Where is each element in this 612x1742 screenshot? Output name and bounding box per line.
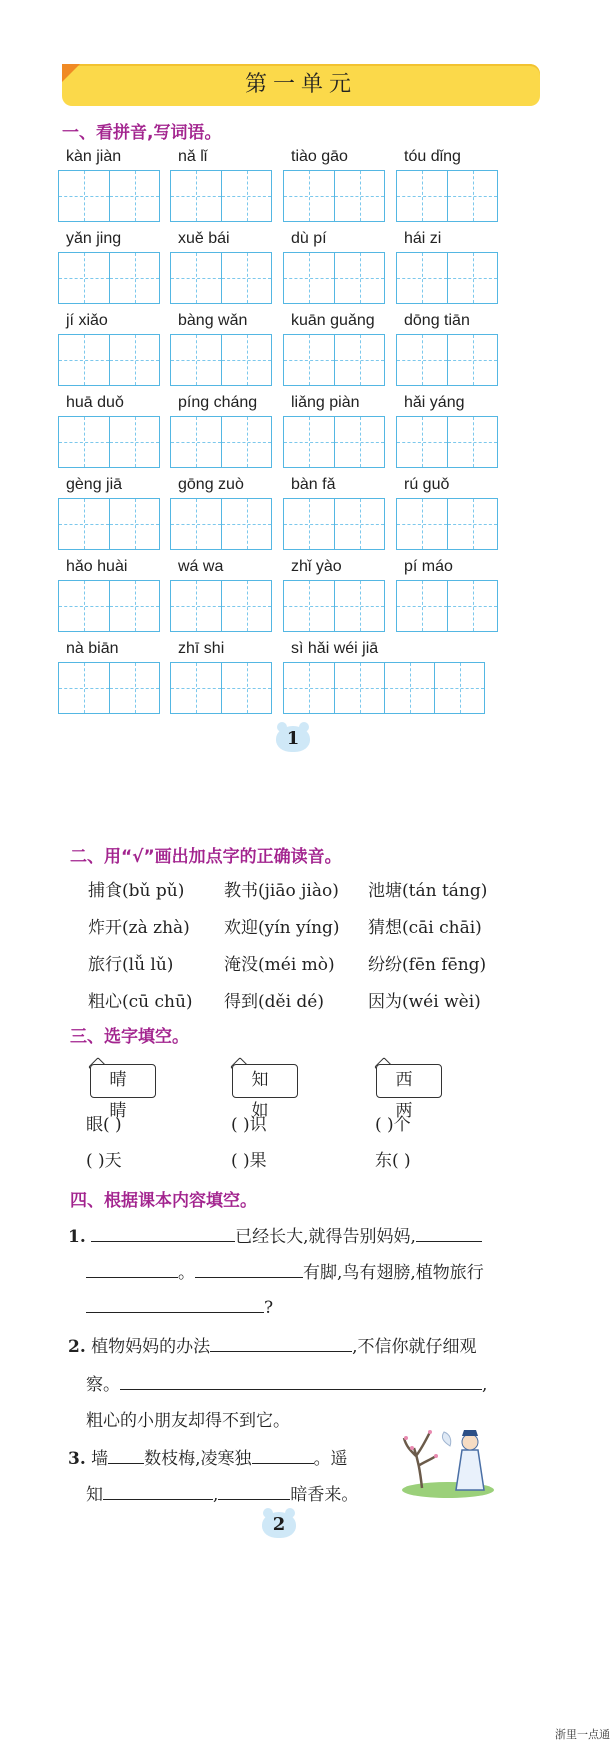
writing-grid[interactable]	[396, 334, 498, 386]
q1-text-c: 有脚,鸟有翅膀,植物旅行	[303, 1263, 484, 1283]
page-number-2: 2	[262, 1512, 296, 1538]
writing-grid[interactable]	[283, 170, 385, 222]
writing-grid[interactable]	[170, 416, 272, 468]
q2-blank-2[interactable]	[120, 1371, 482, 1390]
pinyin-label: xuě bái	[178, 230, 230, 247]
writing-cell[interactable]	[171, 499, 221, 549]
q2-text-a: 植物妈妈的办法	[91, 1337, 211, 1357]
q3-text-b: 数枝梅,凌寒独	[144, 1449, 252, 1469]
writing-grid[interactable]	[58, 662, 160, 714]
writing-cell[interactable]	[447, 335, 497, 385]
pinyin-label: bàn fǎ	[291, 476, 336, 493]
pinyin-label: dù pí	[291, 230, 327, 247]
reading-choice-item[interactable]: 池塘(tán táng)	[368, 881, 488, 901]
writing-cell[interactable]	[397, 499, 447, 549]
q3-blank-3[interactable]	[103, 1481, 213, 1500]
pinyin-label: dōng tiān	[404, 312, 470, 329]
char-card-2: 知 如	[232, 1064, 298, 1098]
writing-grid[interactable]	[58, 416, 160, 468]
poet-hat	[462, 1430, 478, 1436]
writing-cell[interactable]	[109, 335, 159, 385]
writing-cell[interactable]	[447, 253, 497, 303]
writing-grid[interactable]	[396, 170, 498, 222]
writing-grid[interactable]	[396, 252, 498, 304]
writing-grid[interactable]	[58, 580, 160, 632]
q3-text-e: ,	[213, 1485, 219, 1505]
reading-choice-item[interactable]: 猜想(cāi chāi)	[368, 918, 482, 938]
writing-cell[interactable]	[334, 417, 384, 467]
blank-1-1[interactable]: 眼( )	[86, 1115, 122, 1135]
writing-cell[interactable]	[284, 253, 334, 303]
writing-grid[interactable]	[58, 170, 160, 222]
pinyin-label: jí xiǎo	[66, 312, 108, 329]
pinyin-label: rú guǒ	[404, 476, 450, 493]
writing-grid[interactable]	[58, 334, 160, 386]
writing-cell[interactable]	[447, 499, 497, 549]
writing-cell[interactable]	[434, 663, 484, 713]
writing-cell[interactable]	[284, 581, 334, 631]
section3-title: 三、选字填空。	[70, 1027, 189, 1047]
question-1-line-1	[68, 1222, 482, 1247]
writing-cell[interactable]	[59, 581, 109, 631]
writing-cell[interactable]	[447, 171, 497, 221]
pinyin-label: gōng zuò	[178, 476, 244, 493]
q2-text-c: 察。	[86, 1375, 120, 1395]
writing-cell[interactable]	[221, 171, 271, 221]
writing-grid[interactable]	[58, 498, 160, 550]
pinyin-label: píng cháng	[178, 394, 258, 411]
blank-2-1[interactable]: ( )天	[86, 1151, 122, 1171]
writing-cell[interactable]	[171, 417, 221, 467]
writing-cell[interactable]	[221, 253, 271, 303]
writing-grid[interactable]	[170, 334, 272, 386]
writing-cell[interactable]	[447, 417, 497, 467]
q3-blank-1[interactable]	[108, 1445, 144, 1464]
reading-choice-item[interactable]: 欢迎(yín yíng)	[224, 918, 340, 938]
question-1-number: 1.	[68, 1227, 86, 1247]
section4-title: 四、根据课本内容填空。	[70, 1191, 257, 1211]
q1-text-b: 。	[178, 1263, 195, 1283]
writing-cell[interactable]	[109, 171, 159, 221]
writing-cell[interactable]	[447, 581, 497, 631]
pinyin-label: yǎn jing	[66, 230, 122, 247]
char-card-3: 西 两	[376, 1064, 442, 1098]
q1-blank-4[interactable]	[195, 1259, 303, 1278]
writing-cell[interactable]	[334, 253, 384, 303]
pinyin-label: kàn jiàn	[66, 148, 122, 165]
poet-head	[462, 1434, 478, 1450]
poet-plum-illustration	[400, 1420, 496, 1498]
writing-cell[interactable]	[59, 253, 109, 303]
writing-cell[interactable]	[334, 663, 384, 713]
q2-blank-1[interactable]	[210, 1333, 352, 1352]
reading-choice-item[interactable]: 炸开(zà zhà)	[88, 918, 190, 938]
writing-grid[interactable]	[283, 662, 485, 714]
q1-text-a: 已经长大,就得告别妈妈,	[235, 1227, 416, 1247]
section1-title: 一、看拼音,写词语。	[62, 123, 222, 143]
reading-choice-item[interactable]: 得到(děi dé)	[224, 992, 324, 1012]
writing-cell[interactable]	[397, 581, 447, 631]
q1-blank-2[interactable]	[416, 1223, 482, 1242]
pinyin-label: tóu dǐng	[404, 148, 461, 165]
writing-cell[interactable]	[171, 663, 221, 713]
writing-grid[interactable]	[283, 580, 385, 632]
q3-text-c: 。遥	[313, 1449, 348, 1469]
writing-cell[interactable]	[397, 171, 447, 221]
question-1-line-3	[86, 1294, 273, 1318]
question-3-number: 3.	[68, 1449, 86, 1469]
pinyin-label: bàng wǎn	[178, 312, 248, 329]
question-2-number: 2.	[68, 1337, 86, 1357]
pinyin-label: kuān guǎng	[291, 312, 375, 329]
char-card-1: 晴 睛	[90, 1064, 156, 1098]
writing-cell[interactable]	[171, 335, 221, 385]
question-3-line-2	[86, 1480, 358, 1505]
writing-cell[interactable]	[284, 335, 334, 385]
q1-blank-1[interactable]	[91, 1223, 235, 1242]
writing-cell[interactable]	[284, 499, 334, 549]
writing-cell[interactable]	[397, 253, 447, 303]
reading-choice-item[interactable]: 教书(jiāo jiào)	[224, 881, 339, 901]
writing-cell[interactable]	[59, 335, 109, 385]
writing-grid[interactable]	[396, 416, 498, 468]
question-2-line-2	[86, 1370, 487, 1395]
reading-choice-item[interactable]: 纷纷(fēn fēng)	[368, 955, 487, 975]
pinyin-label: wá wa	[178, 558, 224, 575]
writing-cell[interactable]	[59, 171, 109, 221]
q3-blank-4[interactable]	[218, 1481, 290, 1500]
blank-2-3[interactable]: 东( )	[375, 1151, 411, 1171]
writing-cell[interactable]	[397, 335, 447, 385]
q3-blank-2[interactable]	[252, 1445, 314, 1464]
q3-text-d: 知	[86, 1485, 103, 1505]
reading-choice-item[interactable]: 因为(wéi wèi)	[368, 992, 481, 1012]
writing-cell[interactable]	[171, 253, 221, 303]
writing-cell[interactable]	[109, 417, 159, 467]
pinyin-label: zhǐ yào	[291, 558, 342, 575]
q1-blank-3[interactable]	[86, 1259, 178, 1278]
writing-grid[interactable]	[283, 498, 385, 550]
writing-cell[interactable]	[397, 417, 447, 467]
poet-robe	[456, 1450, 484, 1490]
q3-text-f: 暗香来。	[290, 1485, 359, 1505]
q3-text-a: 墙	[91, 1449, 109, 1469]
pinyin-label: hǎo huài	[66, 558, 128, 575]
writing-cell[interactable]	[109, 581, 159, 631]
writing-cell[interactable]	[59, 499, 109, 549]
pinyin-label: hǎi yáng	[404, 394, 465, 411]
publisher-footer: 浙里一点通	[555, 1728, 610, 1741]
q2-text-d: ,	[482, 1375, 488, 1395]
writing-grid[interactable]	[170, 252, 272, 304]
writing-cell[interactable]	[59, 663, 109, 713]
reading-choice-item[interactable]: 淹没(méi mò)	[224, 955, 335, 975]
section2-title: 二、用“√”画出加点字的正确读音。	[70, 847, 342, 867]
unit-title: 第一单元	[244, 72, 357, 97]
q1-blank-5[interactable]	[86, 1294, 264, 1313]
writing-grid[interactable]	[283, 334, 385, 386]
writing-cell[interactable]	[171, 171, 221, 221]
writing-cell[interactable]	[384, 663, 434, 713]
writing-cell[interactable]	[334, 335, 384, 385]
pinyin-label: nà biān	[66, 640, 119, 657]
writing-cell[interactable]	[334, 171, 384, 221]
writing-cell[interactable]	[221, 417, 271, 467]
writing-grid[interactable]	[58, 252, 160, 304]
writing-cell[interactable]	[109, 253, 159, 303]
pinyin-label: hái zi	[404, 230, 442, 247]
pinyin-label: gèng jiā	[66, 476, 123, 493]
writing-cell[interactable]	[221, 335, 271, 385]
snow-cloud	[442, 1432, 450, 1446]
writing-cell[interactable]	[171, 581, 221, 631]
writing-cell[interactable]	[284, 417, 334, 467]
blank-1-3[interactable]: ( )个	[375, 1115, 411, 1135]
reading-choice-item[interactable]: 粗心(cū chū)	[88, 992, 193, 1012]
question-2-line-1	[68, 1332, 477, 1357]
question-3-line-1	[68, 1444, 348, 1469]
writing-grid[interactable]	[170, 662, 272, 714]
question-1-line-2	[86, 1258, 484, 1283]
pinyin-label: huā duǒ	[66, 394, 124, 411]
pinyin-label: sì hǎi wéi jiā	[291, 640, 379, 657]
blank-1-2[interactable]: ( )识	[231, 1115, 267, 1135]
pinyin-label: zhī shi	[178, 640, 225, 657]
writing-cell[interactable]	[284, 171, 334, 221]
writing-cell[interactable]	[221, 663, 271, 713]
pinyin-label: tiào gāo	[291, 148, 348, 165]
writing-grid[interactable]	[170, 170, 272, 222]
writing-cell[interactable]	[109, 499, 159, 549]
writing-grid[interactable]	[396, 580, 498, 632]
writing-grid[interactable]	[283, 416, 385, 468]
writing-cell[interactable]	[221, 499, 271, 549]
pinyin-label: liǎng piàn	[291, 394, 360, 411]
writing-cell[interactable]	[59, 417, 109, 467]
reading-choice-item[interactable]: 旅行(lǚ lǔ)	[88, 955, 174, 975]
blank-2-2[interactable]: ( )果	[231, 1151, 267, 1171]
writing-grid[interactable]	[170, 580, 272, 632]
writing-grid[interactable]	[396, 498, 498, 550]
writing-cell[interactable]	[221, 581, 271, 631]
plum-tree-branch	[404, 1432, 436, 1488]
page-number-1: 1	[276, 726, 310, 752]
pinyin-label: nǎ lǐ	[178, 148, 208, 165]
writing-cell[interactable]	[334, 499, 384, 549]
writing-grid[interactable]	[170, 498, 272, 550]
writing-grid[interactable]	[283, 252, 385, 304]
reading-choice-item[interactable]: 捕食(bǔ pǔ)	[88, 881, 185, 901]
writing-cell[interactable]	[284, 663, 334, 713]
q2-text-b: ,不信你就仔细观	[352, 1337, 477, 1357]
writing-cell[interactable]	[334, 581, 384, 631]
writing-cell[interactable]	[109, 663, 159, 713]
q1-text-d: ?	[264, 1298, 274, 1318]
pinyin-label: pí máo	[404, 558, 453, 575]
question-2-line-3: 粗心的小朋友却得不到它。	[86, 1411, 290, 1431]
